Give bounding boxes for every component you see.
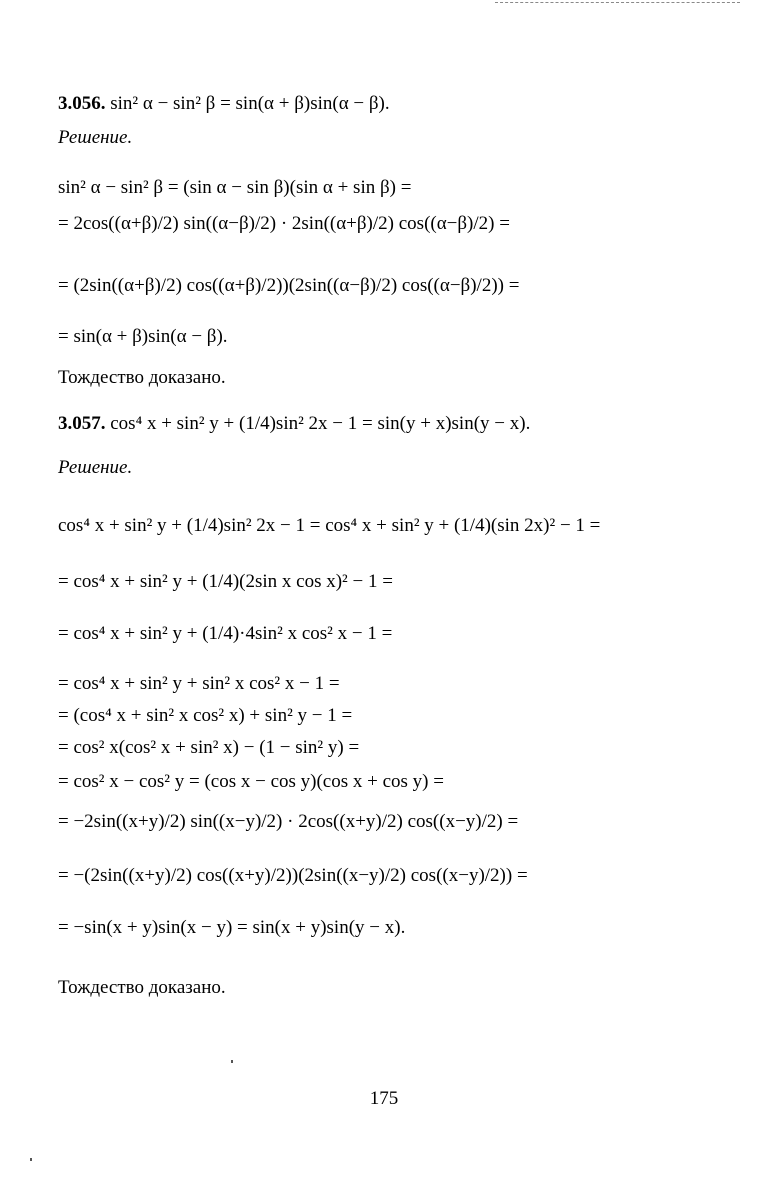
problem-3057-heading — [58, 414, 530, 433]
problem-statement: cos⁴ x + sin² y + (1/4)sin² 2x − 1 = sin(y + x)sin(y − x). — [110, 413, 531, 434]
equation-line: = 2cos((α+β)/2) sin((α−β)/2) · 2sin((α+β)/2) cos((α−β)/2) = — [58, 213, 510, 234]
problem-3056-heading — [58, 94, 390, 113]
equation-line: = −(2sin((x+y)/2) cos((x+y)/2))(2sin((x−y)/2) cos((x−y)/2)) = — [58, 865, 528, 886]
equation-line: = cos⁴ x + sin² y + (1/4)(2sin x cos x)² − 1 = — [58, 571, 393, 592]
equation-line: = (cos⁴ x + sin² x cos² x) + sin² y − 1 = — [58, 705, 353, 726]
equation-line: = cos² x(cos² x + sin² x) − (1 − sin² y) = — [58, 737, 360, 758]
conclusion-text: Тождество доказано. — [58, 367, 226, 388]
equation-line: = sin(α + β)sin(α − β). — [58, 326, 228, 347]
conclusion-text: Тождество доказано. — [58, 977, 226, 998]
problem-number: 3.056. — [58, 93, 106, 114]
equation-line: = (2sin((α+β)/2) cos((α+β)/2))(2sin((α−β)/2) cos((α−β)/2)) = — [58, 275, 520, 296]
equation-line: cos⁴ x + sin² y + (1/4)sin² 2x − 1 = cos⁴ x + sin² y + (1/4)(sin 2x)² − 1 = — [58, 515, 601, 536]
equation-line: = −2sin((x+y)/2) sin((x−y)/2) · 2cos((x+y)/2) cos((x−y)/2) = — [58, 811, 519, 832]
top-rule — [495, 2, 740, 3]
problem-number: 3.057. — [58, 413, 106, 434]
equation-line: = −sin(x + y)sin(x − y) = sin(x + y)sin(y − x). — [58, 917, 406, 938]
solution-label: Решение. — [58, 457, 133, 478]
equation-line: = cos⁴ x + sin² y + sin² x cos² x − 1 = — [58, 673, 340, 694]
scan-speck — [231, 1060, 233, 1063]
equation-line: = cos² x − cos² y = (cos x − cos y)(cos x + cos y) = — [58, 771, 444, 792]
equation-line: sin² α − sin² β = (sin α − sin β)(sin α + sin β) = — [58, 177, 412, 198]
solution-label: Решение. — [58, 127, 133, 148]
scan-speck — [30, 1158, 32, 1161]
equation-line: = cos⁴ x + sin² y + (1/4)·4sin² x cos² x − 1 = — [58, 623, 393, 644]
problem-statement: sin² α − sin² β = sin(α + β)sin(α − β). — [110, 93, 390, 114]
page-number: 175 — [369, 1088, 399, 1109]
